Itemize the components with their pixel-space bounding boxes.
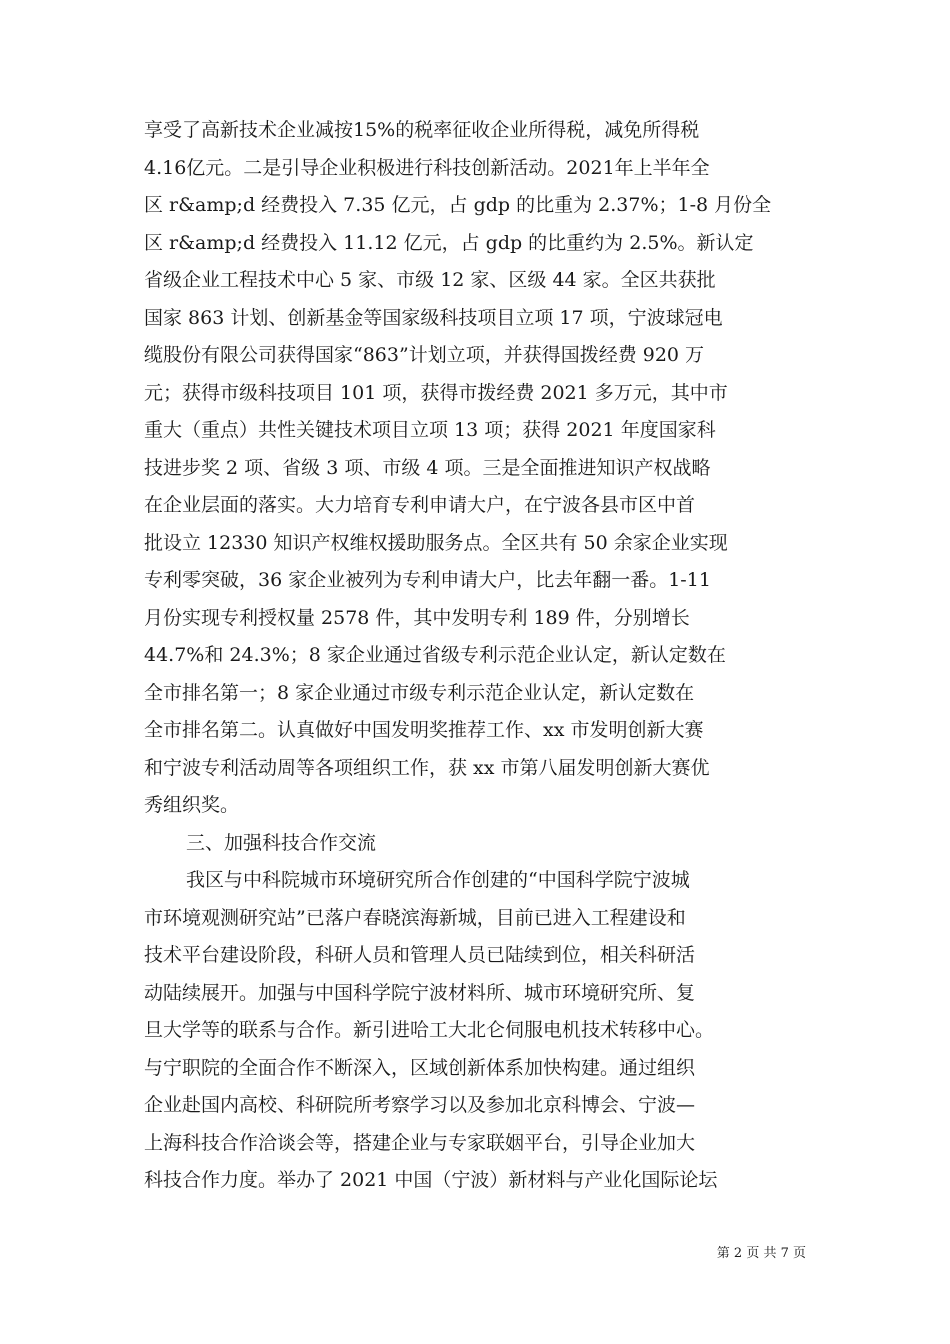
document-body	[144, 112, 814, 1200]
text-line: 我区与中科院城市环境研究所合作创建的“中国科学院宁波城	[186, 869, 690, 891]
text-line: 国家 863 计划、创新基金等国家级科技项目立项 17 项，宁波球冠电	[144, 306, 723, 329]
text-line: 享受了高新技术企业减按15%的税率征收企业所得税，减免所得税	[144, 119, 700, 141]
paragraph-2	[144, 862, 814, 1200]
text-line: 月份实现专利授权量 2578 件，其中发明专利 189 件，分别增长	[144, 606, 690, 629]
text-line: 4.16亿元。二是引导企业积极进行科技创新活动。2021年上半年全	[144, 156, 710, 179]
text-line: 企业赴国内高校、科研院所考察学习以及参加北京科博会、宁波—	[144, 1094, 696, 1116]
text-line: 和宁波专利活动周等各项组织工作，获 xx 市第八届发明创新大赛优	[144, 756, 710, 779]
text-line: 市环境观测研究站”已落户春晓滨海新城，目前已进入工程建设和	[144, 906, 686, 929]
text-line: 全市排名第一；8 家企业通过市级专利示范企业认定，新认定数在	[144, 681, 695, 704]
text-line: 缆股份有限公司获得国家“863”计划立项，并获得国拨经费 920 万	[144, 344, 705, 366]
page-number: 第 2 页 共 7 页	[716, 1246, 806, 1261]
text-line: 旦大学等的联系与合作。新引进哈工大北仑伺服电机技术转移中心。	[144, 1019, 715, 1041]
section-heading: 三、加强科技合作交流	[186, 831, 377, 854]
text-line: 与宁职院的全面合作不断深入，区域创新体系加快构建。通过组织	[144, 1056, 696, 1079]
text-line: 区 r&amp;d 经费投入 11.12 亿元，占 gdp 的比重约为 2.5%。新认定	[144, 231, 754, 254]
text-line: 44.7%和 24.3%；8 家企业通过省级专利示范企业认定，新认定数在	[144, 644, 726, 666]
text-line: 技术平台建设阶段，科研人员和管理人员已陆续到位，相关科研活	[144, 944, 696, 966]
text-line: 全市排名第二。认真做好中国发明奖推荐工作、xx 市发明创新大赛	[144, 719, 704, 741]
text-line: 技进步奖 2 项、省级 3 项、市级 4 项。三是全面推进知识产权战略	[144, 456, 711, 479]
text-line: 动陆续展开。加强与中国科学院宁波材料所、城市环境研究所、复	[144, 981, 696, 1004]
text-line: 在企业层面的落实。大力培育专利申请大户，在宁波各县市区中首	[144, 494, 696, 516]
text-line: 专利零突破，36 家企业被列为专利申请大户，比去年翻一番。1-11	[144, 569, 711, 591]
text-line: 秀组织奖。	[144, 794, 240, 816]
text-line: 批设立 12330 知识产权维权援助服务点。全区共有 50 余家企业实现	[144, 531, 728, 554]
text-line: 科技合作力度。举办了 2021 中国（宁波）新材料与产业化国际论坛	[144, 1169, 718, 1191]
text-line: 省级企业工程技术中心 5 家、市级 12 家、区级 44 家。全区共获批	[144, 269, 716, 291]
text-line: 重大（重点）共性关键技术项目立项 13 项；获得 2021 年度国家科	[144, 419, 716, 441]
text-line: 元；获得市级科技项目 101 项，获得市拨经费 2021 多万元，其中市	[144, 381, 728, 404]
text-line: 区 r&amp;d 经费投入 7.35 亿元，占 gdp 的比重为 2.37%；1-8 月份全	[144, 194, 772, 216]
paragraph-1	[144, 112, 814, 825]
text-line: 上海科技合作洽谈会等，搭建企业与专家联姻平台，引导企业加大	[144, 1131, 696, 1154]
